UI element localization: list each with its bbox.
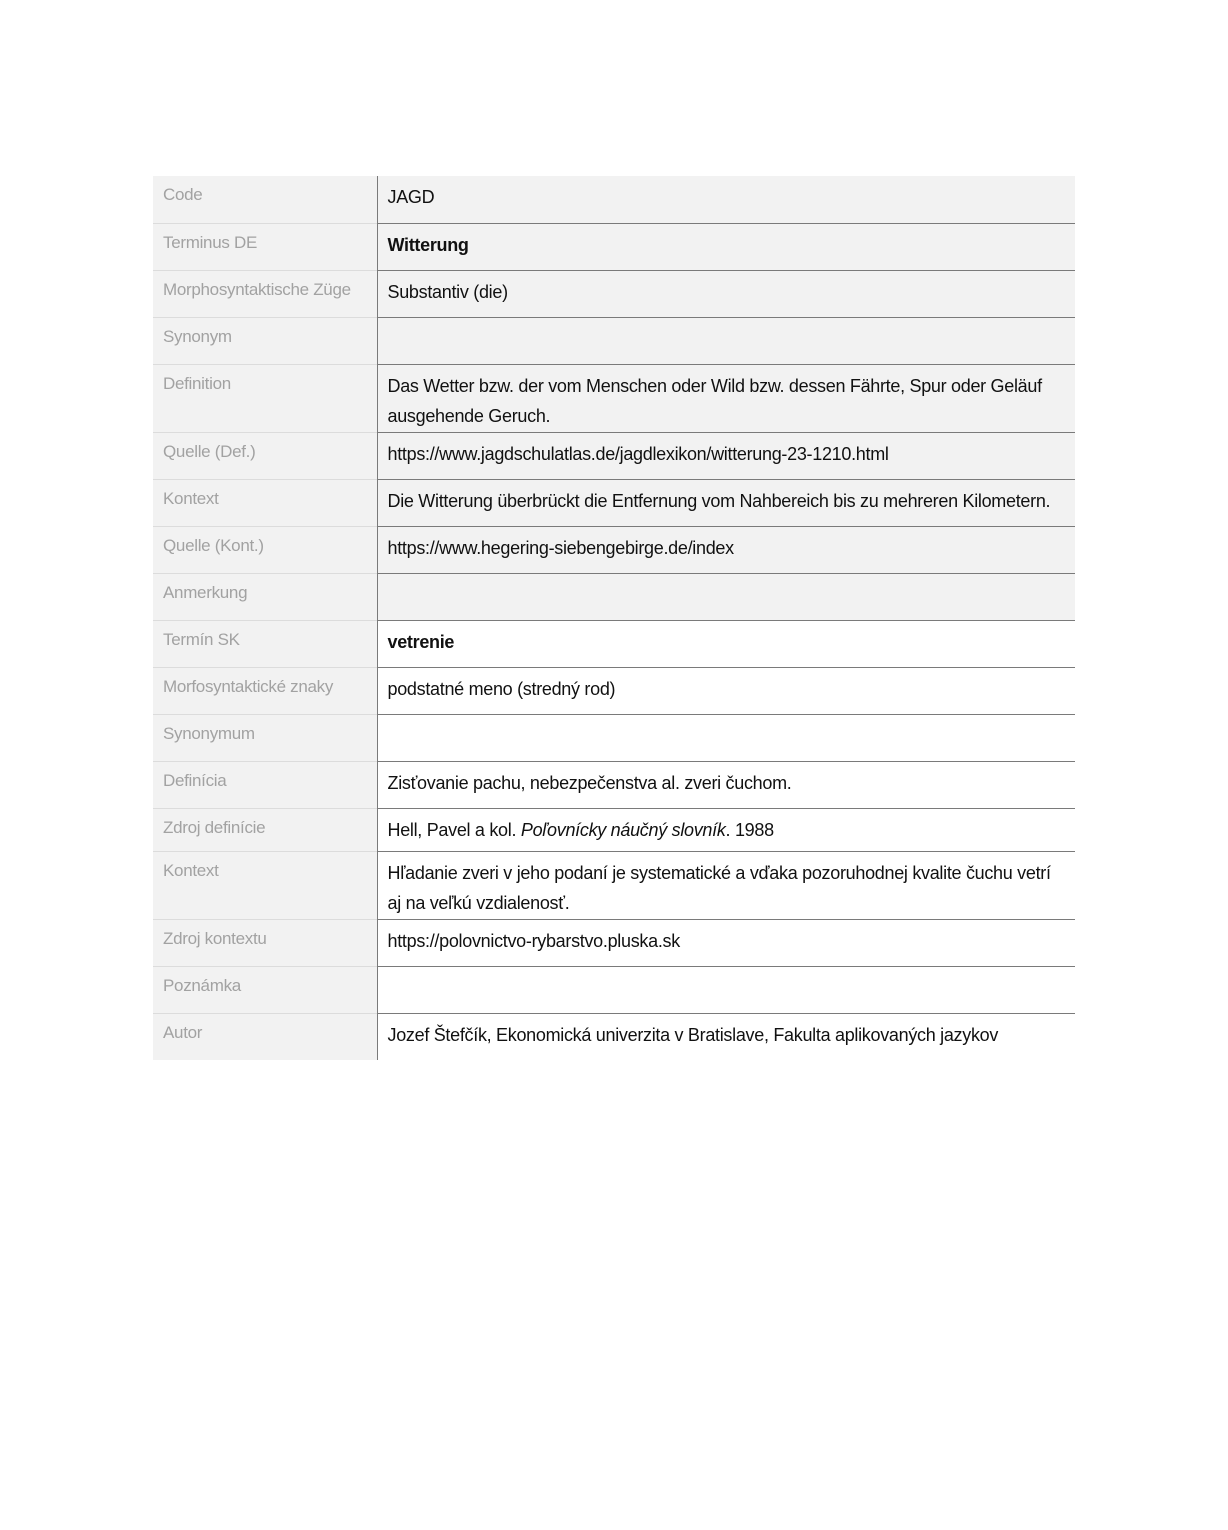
context-de-label: Kontext [153,479,377,526]
context-source-de-label: Quelle (Kont.) [153,526,377,573]
code-label: Code [153,176,377,223]
definition-de-label: Definition [153,364,377,432]
context-sk-label: Kontext [153,851,377,919]
def-source-sk-prefix: Hell, Pavel a kol. [387,819,521,840]
context-source-sk-value: https://polovnictvo-rybarstvo.pluska.sk [377,919,1075,966]
context-sk-value: Hľadanie zveri v jeho podaní je systematické a vďaka pozoruhodnej kvalite čuchu vetrí aj na veľkú vzdialenosť. [377,851,1075,919]
row-author [153,1013,1075,1060]
context-de-value: Die Witterung überbrückt die Entfernung vom Nahbereich bis zu mehreren Kilometern. [377,479,1075,526]
code-value: JAGD [377,176,1075,223]
def-source-sk-label: Zdroj definície [153,808,377,851]
synonym-sk-label: Synonymum [153,714,377,761]
morph-sk-label: Morfosyntaktické znaky [153,667,377,714]
note-de-value [377,573,1075,620]
row-code [153,176,1075,223]
note-sk-value [377,966,1075,1013]
author-value: Jozef Štefčík, Ekonomická univerzita v Bratislave, Fakulta aplikovaných jazykov [377,1013,1075,1060]
term-sk-value: vetrenie [377,620,1075,667]
row-definition-de [153,364,1075,432]
synonym-de-value [377,317,1075,364]
synonym-de-label: Synonym [153,317,377,364]
morph-sk-value: podstatné meno (stredný rod) [377,667,1075,714]
row-term-de [153,223,1075,270]
row-context-sk [153,851,1075,919]
synonym-sk-value [377,714,1075,761]
def-source-sk-value [377,808,1075,851]
note-de-label: Anmerkung [153,573,377,620]
row-context-source-de [153,526,1075,573]
term-de-label: Terminus DE [153,223,377,270]
term-sk-label: Termín SK [153,620,377,667]
row-definition-sk [153,761,1075,808]
definition-sk-value: Zisťovanie pachu, nebezpečenstva al. zveri čuchom. [377,761,1075,808]
row-term-sk [153,620,1075,667]
definition-de-value: Das Wetter bzw. der vom Menschen oder Wild bzw. dessen Fährte, Spur oder Geläuf ausgehende Geruch. [377,364,1075,432]
row-def-source-sk [153,808,1075,851]
morph-de-label: Morphosyntaktische Züge [153,270,377,317]
definition-sk-label: Definícia [153,761,377,808]
author-label: Autor [153,1013,377,1060]
context-source-de-value: https://www.hegering-siebengebirge.de/index [377,526,1075,573]
row-morph-de [153,270,1075,317]
row-note-de [153,573,1075,620]
morph-de-value: Substantiv (die) [377,270,1075,317]
row-context-de [153,479,1075,526]
note-sk-label: Poznámka [153,966,377,1013]
def-source-de-label: Quelle (Def.) [153,432,377,479]
context-source-sk-label: Zdroj kontextu [153,919,377,966]
def-source-sk-title: Poľovnícky náučný slovník [520,819,726,840]
def-source-de-value: https://www.jagdschulatlas.de/jagdlexikon/witterung-23-1210.html [377,432,1075,479]
row-morph-sk [153,667,1075,714]
term-de-value: Witterung [377,223,1075,270]
row-synonym-de [153,317,1075,364]
row-def-source-de [153,432,1075,479]
terminology-entry-table [153,176,1075,1060]
row-note-sk [153,966,1075,1013]
row-context-source-sk [153,919,1075,966]
def-source-sk-suffix: . 1988 [725,819,774,840]
row-synonym-sk [153,714,1075,761]
